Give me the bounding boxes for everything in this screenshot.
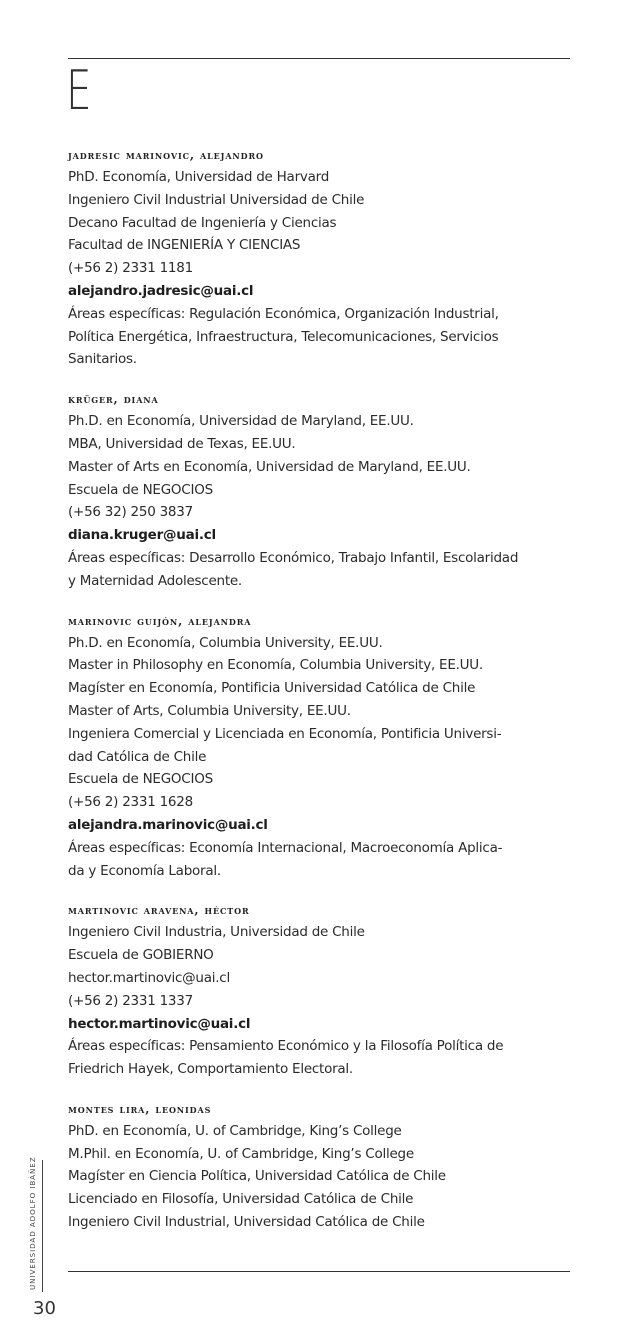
entry-detail-line: PhD. Economía, Universidad de Harvard: [68, 169, 330, 185]
entry-detail-line: Áreas específicas: Pensamiento Económico y la Filosofía Política de: [68, 1038, 504, 1055]
email-address[interactable]: hector.martinovic@uai.cl: [68, 1015, 251, 1032]
page-number: 30: [33, 1298, 56, 1319]
entry-detail-line: Magíster en Ciencia Política, Universidad Católica de Chile: [68, 1168, 446, 1185]
entry-detail-line: Sanitarios.: [68, 351, 137, 368]
entry-detail-line: Escuela de NEGOCIOS: [68, 481, 213, 498]
entry-detail-line: Licenciado en Filosofía, Universidad Católica de Chile: [68, 1191, 414, 1208]
entry-detail-line: Magíster en Economía, Pontificia Universidad Católica de Chile: [68, 680, 476, 697]
entry-detail-line: (+56 2) 2331 1628: [68, 794, 193, 811]
person-name: jadresic marinovic, alejandro: [68, 148, 264, 162]
directory-entry: [68, 900, 570, 1081]
email-address[interactable]: diana.kruger@uai.cl: [68, 527, 216, 544]
directory-entries: [68, 145, 570, 1252]
entry-detail-line: Áreas específicas: Regulación Económica, Organización Industrial,: [68, 305, 499, 322]
email-address[interactable]: alejandra.marinovic@uai.cl: [68, 816, 268, 833]
entry-detail-line: dad Católica de Chile: [68, 748, 207, 765]
email-address[interactable]: alejandro.jadresic@uai.cl: [68, 282, 254, 299]
entry-detail-line: Escuela de GOBIERNO: [68, 947, 214, 964]
bottom-divider: [68, 1271, 570, 1272]
person-name: marinovic guijón, alejandra: [68, 613, 252, 628]
directory-entry: [68, 389, 570, 592]
entry-detail-line: Master of Arts, Columbia University, EE.UU.: [68, 702, 351, 719]
entry-detail-line: PhD. en Economía, U. of Cambridge, King’s College: [68, 1122, 402, 1139]
directory-entry: [68, 611, 570, 883]
entry-detail-line: hector.martinovic@uai.cl: [68, 969, 230, 986]
person-name: montes lira, leonidas: [68, 1101, 212, 1116]
entry-detail-line: Ph.D. en Economía, Columbia University, EE.UU.: [68, 634, 383, 651]
publisher-label: UNIVERSIDAD ADOLFO IBÁÑEZ: [28, 1156, 37, 1290]
entry-detail-line: MBA, Universidad de Texas, EE.UU.: [68, 435, 296, 452]
entry-detail-line: Ingeniero Civil Industria, Universidad de Chile: [68, 924, 365, 941]
sidebar-divider: [42, 1160, 43, 1292]
entry-detail-line: Master in Philosophy en Economía, Columbia University, EE.UU.: [68, 657, 483, 674]
entry-detail-line: Ingeniero Civil Industrial, Universidad Católica de Chile: [68, 1214, 425, 1231]
entry-detail-line: Friedrich Hayek, Comportamiento Electoral.: [68, 1061, 353, 1078]
entry-detail-line: Decano Facultad de Ingeniería y Ciencias: [68, 214, 337, 231]
top-divider: [68, 58, 570, 59]
entry-detail-line: Ingeniero Civil Industrial Universidad de Chile: [68, 191, 365, 208]
entry-detail-line: (+56 32) 250 3837: [68, 504, 193, 521]
entry-detail-line: M.Phil. en Economía, U. of Cambridge, King’s College: [68, 1145, 414, 1162]
entry-detail-line: Master of Arts en Economía, Universidad de Maryland, EE.UU.: [68, 458, 471, 475]
entry-detail-line: Facultad de INGENIERÍA Y CIENCIAS: [68, 237, 301, 254]
entry-detail-line: (+56 2) 2331 1181: [68, 260, 193, 277]
entry-detail-line: Política Energética, Infraestructura, Telecomunicaciones, Servicios: [68, 328, 499, 345]
person-name: martinovic aravena, héctor: [68, 903, 250, 918]
entry-detail-line: Ph.D. en Economía, Universidad de Maryland, EE.UU.: [68, 413, 414, 430]
entry-detail-line: Ingeniera Comercial y Licenciada en Economía, Pontificia Universi-: [68, 725, 502, 742]
person-name: krüger, diana: [68, 392, 159, 407]
entry-detail-line: Escuela de NEGOCIOS: [68, 771, 213, 788]
entry-detail-line: da y Economía Laboral.: [68, 862, 221, 879]
directory-entry: [68, 145, 570, 371]
entry-detail-line: y Maternidad Adolescente.: [68, 572, 242, 589]
entry-detail-line: Áreas específicas: Desarrollo Económico, Trabajo Infantil, Escolaridad: [68, 549, 519, 566]
entry-detail-line: Áreas específicas: Economía Internacional, Macroeconomía Aplica-: [68, 839, 503, 856]
directory-entry: [68, 1099, 570, 1234]
entry-detail-line: (+56 2) 2331 1337: [68, 992, 193, 1009]
section-letter: E: [66, 59, 92, 122]
